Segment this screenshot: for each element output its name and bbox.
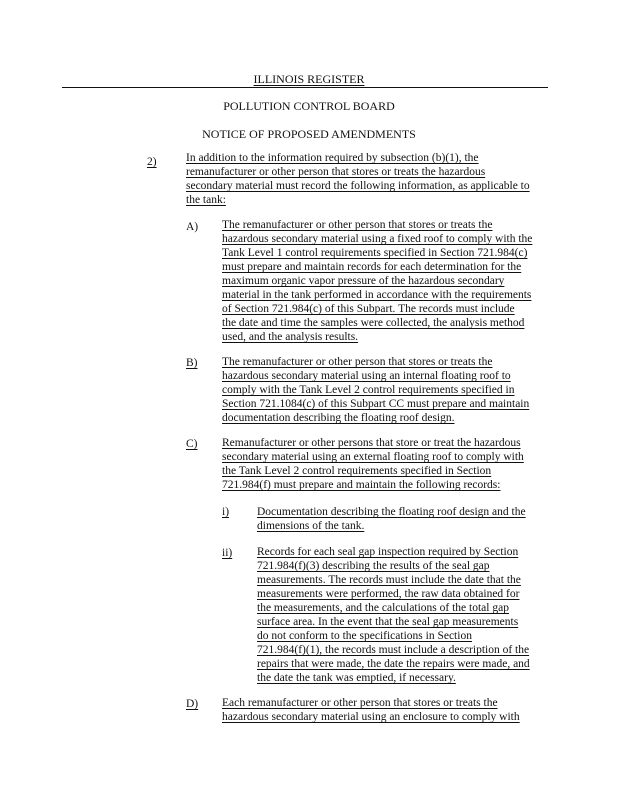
item-a-label: A) bbox=[186, 221, 199, 233]
text-line: secondary material using an external floating roof to comply with bbox=[222, 451, 524, 463]
text-line: 721.984(f) must prepare and maintain the following records: bbox=[222, 479, 501, 491]
text-line: dimensions of the tank. bbox=[257, 520, 365, 532]
text-line: do not conform to the specifications in Section bbox=[257, 630, 472, 642]
text-line: Documentation describing the floating roof design and the bbox=[257, 506, 526, 518]
text-line: remanufacturer or other person that stores or treats the hazardous bbox=[186, 166, 486, 178]
text-line: measurements were performed, the raw data obtained for bbox=[257, 588, 520, 600]
item-c-i-text bbox=[257, 505, 547, 533]
text-line: Remanufacturer or other persons that store or treat the hazardous bbox=[222, 437, 521, 449]
text-line: maximum organic vapor pressure of the hazardous secondary bbox=[222, 275, 505, 287]
item-c-text bbox=[222, 436, 552, 492]
text-line: hazardous secondary material using an enclosure to comply with bbox=[222, 711, 520, 723]
text-line: Section 721.1084(c) of this Subpart CC must prepare and maintain bbox=[222, 398, 530, 410]
text-line: the tank: bbox=[186, 194, 226, 206]
text-line: must prepare and maintain records for each determination for the bbox=[222, 261, 522, 273]
item-c-ii-text bbox=[257, 545, 547, 685]
text-line: the date and time the samples were collected, the analysis method bbox=[222, 317, 525, 329]
item-c-i-label: i) bbox=[222, 506, 230, 518]
text-line: hazardous secondary material using a fixed roof to comply with the bbox=[222, 233, 533, 245]
text-line: hazardous secondary material using an internal floating roof to bbox=[222, 370, 511, 382]
text-line: used, and the analysis results. bbox=[222, 331, 359, 343]
register-title: ILLINOIS REGISTER bbox=[253, 72, 365, 86]
text-line: Records for each seal gap inspection required by Section bbox=[257, 546, 519, 558]
item-d-label: D) bbox=[186, 698, 199, 710]
item-c-label: C) bbox=[186, 438, 198, 450]
text-line: Tank Level 1 control requirements specified in Section 721.984(c) bbox=[222, 247, 528, 259]
text-line: 721.984(f)(1), the records must include a description of the bbox=[257, 644, 530, 656]
notice-title: NOTICE OF PROPOSED AMENDMENTS bbox=[202, 127, 416, 141]
text-line: The remanufacturer or other person that stores or treats the bbox=[222, 356, 493, 368]
item-2-label: 2) bbox=[147, 156, 157, 168]
item-b-label: B) bbox=[186, 357, 198, 369]
item-b-text bbox=[222, 355, 552, 425]
text-line: In addition to the information required by subsection (b)(1), the bbox=[186, 152, 479, 164]
text-line: The remanufacturer or other person that stores or treats the bbox=[222, 219, 493, 231]
header-rule bbox=[62, 87, 548, 88]
text-line: comply with the Tank Level 2 control requirements specified in bbox=[222, 384, 515, 396]
text-line: the measurements, and the calculations of the total gap bbox=[257, 602, 509, 614]
text-line: secondary material must record the following information, as applicable to bbox=[186, 180, 530, 192]
text-line: Each remanufacturer or other person that stores or treats the bbox=[222, 697, 498, 709]
text-line: measurements. The records must include the date that the bbox=[257, 574, 521, 586]
item-2-text bbox=[186, 151, 556, 207]
text-line: of Section 721.984(c) of this Subpart. The records must include bbox=[222, 303, 515, 315]
text-line: the Tank Level 2 control requirements specified in Section bbox=[222, 465, 492, 477]
text-line: the date the tank was emptied, if necessary. bbox=[257, 672, 456, 684]
item-a-text bbox=[222, 218, 552, 344]
item-c-ii-label: ii) bbox=[222, 547, 233, 559]
text-line: surface area. In the event that the seal gap measurements bbox=[257, 616, 519, 628]
text-line: repairs that were made, the date the repairs were made, and bbox=[257, 658, 530, 670]
item-d-text bbox=[222, 696, 552, 724]
text-line: material in the tank performed in accordance with the requirements bbox=[222, 289, 532, 301]
text-line: 721.984(f)(3) describing the results of the seal gap bbox=[257, 560, 490, 572]
text-line: documentation describing the floating roof design. bbox=[222, 412, 455, 424]
board-name: POLLUTION CONTROL BOARD bbox=[223, 99, 395, 113]
